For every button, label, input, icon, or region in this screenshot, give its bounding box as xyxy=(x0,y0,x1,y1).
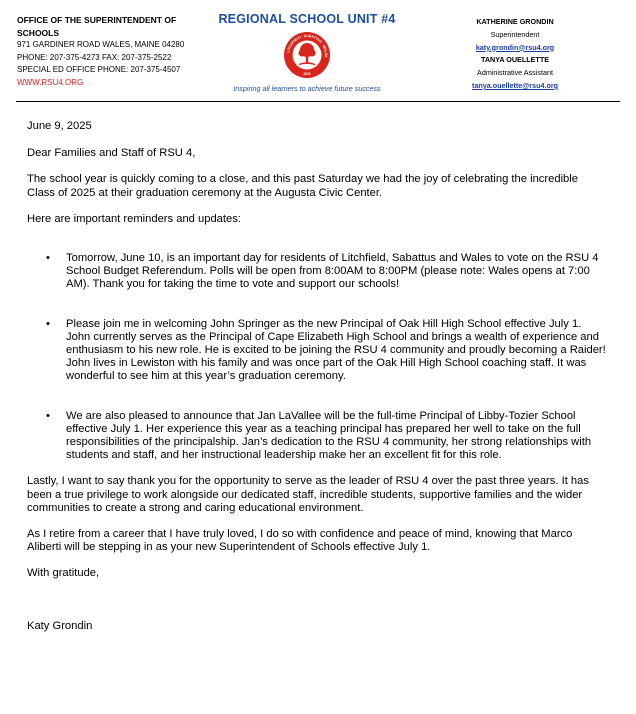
list-item xyxy=(27,318,607,384)
closing: With gratitude, xyxy=(27,567,100,580)
intro-paragraph: The school year is quickly coming to a close, and this past Saturday we had the joy of celebrating the incredible Class of 2025 at their graduation ceremony at the Augusta Civic Center. xyxy=(27,173,578,199)
bullet-icon: • xyxy=(46,252,50,265)
district-seal-icon xyxy=(283,31,331,79)
assistant-name: TANYA OUELLETTE xyxy=(480,55,549,65)
seal-year: 2020 xyxy=(303,72,311,77)
list-item-text: Please join me in welcoming John Springer as the new Principal of Oak Hill High School effective July 1. John currently serves as the Principal of Cape Elizabeth High School and brings a wealth of experience and enthusiasm to his new role. He is excited to be joining the RSU 4 community and proudly becoming a Raider! John lives in Lewiston with his family and was once part of the Oak Hill High School coaching staff. It was wonderful to see him at this year’s graduation ceremony. xyxy=(66,317,606,383)
district-name: REGIONAL SCHOOL UNIT #4 xyxy=(218,12,396,26)
letterhead-left xyxy=(17,14,212,89)
list-item xyxy=(27,410,607,463)
header-divider xyxy=(16,101,620,102)
letterhead-center xyxy=(212,12,402,93)
special-ed-phone: SPECIAL ED OFFICE PHONE: 207-375-4507 xyxy=(17,65,181,74)
signature: Katy Grondin xyxy=(27,619,93,632)
reminders-lead: Here are important reminders and updates: xyxy=(27,212,241,225)
updates-list xyxy=(27,252,607,462)
office-address: 971 GARDINER ROAD WALES, MAINE 04280 xyxy=(17,40,185,49)
superintendent-name: KATHERINE GRONDIN xyxy=(476,17,554,26)
list-item xyxy=(27,252,607,292)
tagline: Inspiring all learners to achieve future success xyxy=(233,84,381,93)
assistant-title: Administrative Assistant xyxy=(477,68,553,78)
thanks-paragraph: Lastly, I want to say thank you for the opportunity to serve as the leader of RSU 4 over the past three years. It has been a true privilege to work alongside our dedicated staff, incredible students, supportive families and the wider communities to create a strong and caring educational environment. xyxy=(27,475,589,514)
seal-ring-text: LITCHFIELD · SABATTUS · WALES xyxy=(286,33,329,58)
list-item-text: We are also pleased to announce that Jan LaVallee will be the full-time Principal of Libby-Tozier School effective July 1. Her experience this year as a teaching principal has prepared her well to take on the full responsibilities of the principalship. Jan’s dedication to the RSU 4 community, her strong relationships with students and staff, and her instructional leadership make her an excellent fit for this role. xyxy=(66,409,592,462)
letter-body xyxy=(27,120,607,646)
bullet-icon: • xyxy=(46,409,50,422)
letterhead-right xyxy=(430,16,600,93)
bullet-icon: • xyxy=(46,317,50,330)
superintendent-title: Superintendent xyxy=(490,29,540,39)
salutation: Dear Families and Staff of RSU 4, xyxy=(27,147,196,160)
website-link[interactable]: WWW.RSU4.ORG xyxy=(17,77,84,87)
office-title: OFFICE OF THE SUPERINTENDENT OF SCHOOLS xyxy=(17,15,177,38)
assistant-email-link[interactable]: tanya.ouellette@rsu4.org xyxy=(471,80,559,90)
office-phone: PHONE: 207-375-4273 FAX: 207-375-2522 xyxy=(17,52,172,62)
list-item-text: Tomorrow, June 10, is an important day for residents of Litchfield, Sabattus and Wales to vote on the RSU 4 School Budget Referendum. Polls will be open from 8:00AM to 8:00PM (please note: Wales opens at 7:00 AM). Thank you for taking the time to vote and support our schools! xyxy=(66,252,599,291)
letter-date: June 9, 2025 xyxy=(27,120,92,132)
superintendent-email-link[interactable]: katy.grondin@rsu4.org xyxy=(475,42,555,52)
retire-paragraph: As I retire from a career that I have truly loved, I do so with confidence and peace of mind, knowing that Marco Aliberti will be stepping in as your new Superintendent of Schools effective July 1. xyxy=(27,528,573,554)
